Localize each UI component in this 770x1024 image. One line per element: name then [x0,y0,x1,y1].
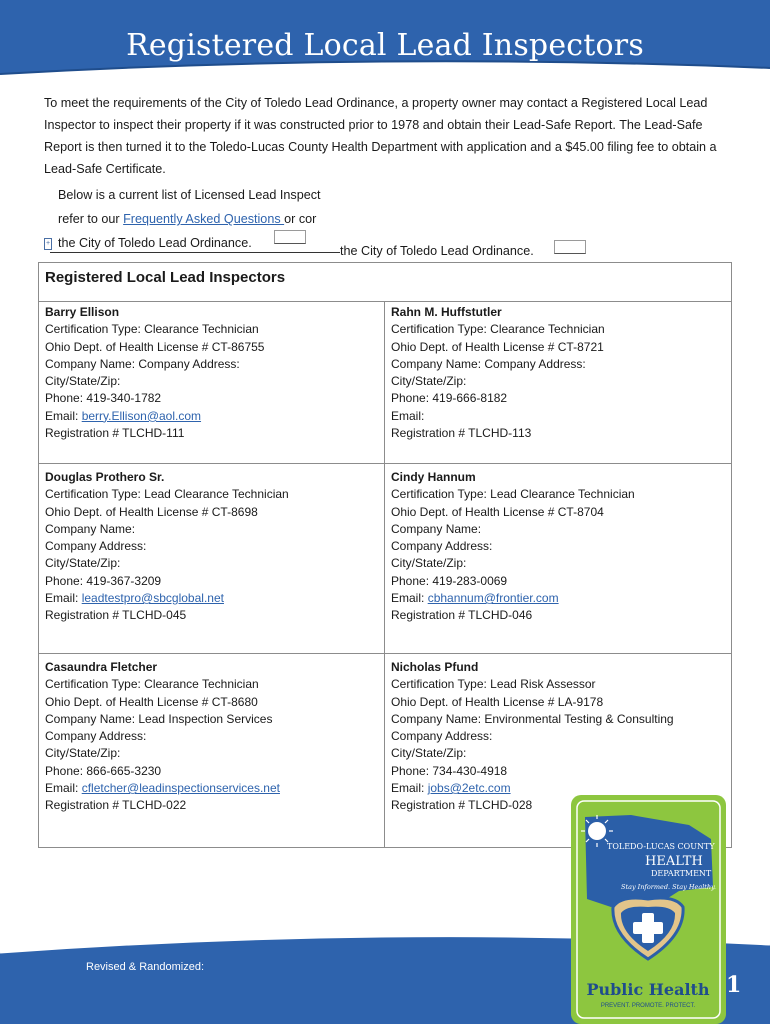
certification-type: Certification Type: Clearance Technician [391,322,605,337]
phone: Phone: 866-665-3230 [45,763,162,778]
intro-paragraph: To meet the requirements of the City of Toledo Lead Ordinance, a property owner may contact a Registered Local Lead Inspector to inspect their property if it was constructed prior to 1978 and obtain their Lead-Safe Report. The Lead-Safe Report is then turned it to the Toledo-Lucas County Health Department with application and a $45.00 filing fee to obtain a Lead-Safe Certificate. [44,96,717,176]
inspector-name: Cindy Hannum [391,470,476,484]
badge-brand: Public Health [586,980,710,999]
phone: Phone: 419-340-1782 [45,391,162,406]
email-label: Email: [391,408,425,423]
registration-number: Registration # TLCHD-046 [391,608,533,623]
phone: Phone: 734-430-4918 [391,763,508,778]
inspector-name: Barry Ellison [45,305,120,319]
form-field-1[interactable] [274,230,306,244]
inspector-cell [391,304,605,442]
email-link[interactable]: jobs@2etc.com [427,781,511,796]
email-label: Email: [391,591,428,606]
anchor-icon[interactable]: + [44,238,52,250]
email-link[interactable]: berry.Ellison@aol.com [81,408,202,423]
company-address: Company Address: [45,729,147,744]
company-name: Company Name: Lead Inspection Services [45,711,273,726]
company-address: Company Address: [391,729,493,744]
company-name: Company Name: [45,521,136,536]
row-divider-2 [39,653,731,654]
city-state-zip: City/State/Zip: [391,556,467,571]
badge-tagline: Stay Informed. Stay Healthy. [621,883,716,891]
inspector-name: Douglas Prothero Sr. [45,470,165,484]
license-number: Ohio Dept. of Health License # CT-8698 [45,504,258,519]
company-name: Company Name: Company Address: [45,356,240,371]
faq-link[interactable]: Frequently Asked Questions [123,212,285,226]
revised-note: Revised & Randomized: [86,961,205,973]
email-line [391,408,605,425]
registration-number: Registration # TLCHD-045 [45,608,187,623]
inspector-cell [391,659,674,815]
email-line [391,590,635,607]
caption-divider [39,301,731,302]
sun-icon [588,822,606,840]
overflow-text: the City of Toledo Lead Ordinance. [340,244,534,258]
license-number: Ohio Dept. of Health License # CT-8704 [391,504,604,519]
phone: Phone: 419-666-8182 [391,391,508,406]
inspector-cell [45,304,264,442]
badge-org-line1: TOLEDO-LUCAS COUNTY [607,842,715,851]
company-name: Company Name: [391,521,482,536]
certification-type: Certification Type: Clearance Technician [45,322,259,337]
email-line [45,408,264,425]
overlay-line-3-text: the City of Toledo Lead Ordinance. [58,236,252,250]
company-address: Company Address: [391,539,493,554]
overlay-line-2 [58,207,342,231]
email-link[interactable]: leadtestpro@sbcglobal.net [81,591,224,606]
health-department-logo [571,795,726,1024]
license-number: Ohio Dept. of Health License # CT-86755 [45,339,265,354]
inspector-name: Nicholas Pfund [391,660,479,674]
badge-brand-sub: PREVENT. PROMOTE. PROTECT. [600,1003,696,1009]
email-label: Email: [45,591,82,606]
column-divider [384,301,385,847]
phone: Phone: 419-367-3209 [45,573,162,588]
company-name: Company Name: Company Address: [391,356,586,371]
company-address: Company Address: [45,539,147,554]
certification-type: Certification Type: Lead Clearance Technician [391,487,635,502]
inspector-cell [391,469,635,625]
registration-number: Registration # TLCHD-028 [391,798,533,813]
license-number: Ohio Dept. of Health License # LA-9178 [391,694,604,709]
city-state-zip: City/State/Zip: [45,556,121,571]
badge-org-line2: HEALTH [645,854,703,869]
inspector-table [38,262,732,848]
form-field-2[interactable] [554,240,586,254]
license-number: Ohio Dept. of Health License # CT-8680 [45,694,258,709]
overlay-line-1: Below is a current list of Licensed Lead Inspect [58,188,321,202]
email-label: Email: [45,408,82,423]
city-state-zip: City/State/Zip: [391,746,467,761]
table-caption: Registered Local Lead Inspectors [45,269,286,286]
email-link[interactable]: cbhannum@frontier.com [427,591,559,606]
email-line [45,780,280,797]
overlay-suffix: or cor [284,212,317,226]
certification-type: Certification Type: Lead Risk Assessor [391,677,596,692]
row-divider-1 [39,463,731,464]
inspector-cell [45,469,289,625]
city-state-zip: City/State/Zip: [45,746,121,761]
badge-org-line3: DEPARTMENT [651,869,712,878]
email-label: Email: [391,781,428,796]
registration-number: Registration # TLCHD-022 [45,798,187,813]
city-state-zip: City/State/Zip: [391,374,467,389]
email-label: Email: [45,781,82,796]
certification-type: Certification Type: Clearance Technician [45,677,259,692]
inspector-name: Casaundra Fletcher [45,660,158,674]
city-state-zip: City/State/Zip: [45,374,121,389]
company-name: Company Name: Environmental Testing & Consulting [391,711,674,726]
inspector-cell [45,659,280,815]
overlay-prefix: refer to our [58,212,124,226]
page-number: 1 [726,972,742,998]
registration-number: Registration # TLCHD-113 [391,426,532,441]
overlay-underline [50,252,340,253]
email-line [45,590,289,607]
registration-number: Registration # TLCHD-111 [45,426,185,441]
phone: Phone: 419-283-0069 [391,573,508,588]
certification-type: Certification Type: Lead Clearance Technician [45,487,289,502]
license-number: Ohio Dept. of Health License # CT-8721 [391,339,604,354]
page-title: Registered Local Lead Inspectors [126,28,644,63]
inspector-name: Rahn M. Huffstutler [391,305,502,319]
email-link[interactable]: cfletcher@leadinspectionservices.net [81,781,280,796]
